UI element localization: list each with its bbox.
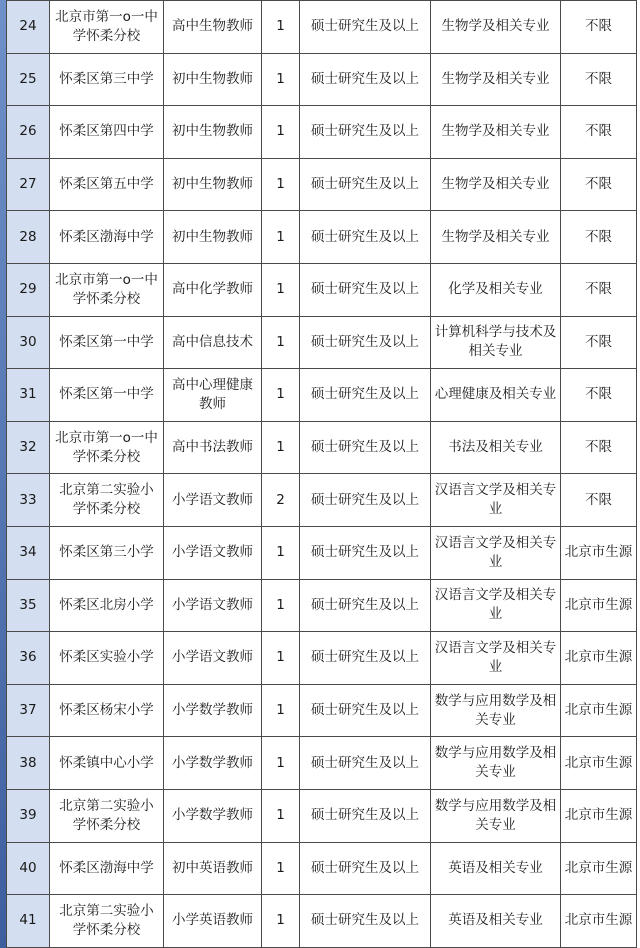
position-name-cell: 初中生物教师 [164,158,262,211]
table-row [7,895,637,948]
recruitment-table [6,0,637,948]
school-name-cell: 怀柔区渤海中学 [50,842,164,895]
table-row [7,211,637,264]
row-number-cell: 32 [7,421,50,474]
school-name-cell: 怀柔区第五中学 [50,158,164,211]
position-name-cell: 高中生物教师 [164,1,262,54]
table-row [7,842,637,895]
major-requirement-cell: 计算机科学与技术及相关专业 [431,316,561,369]
table-row [7,316,637,369]
school-name-cell: 怀柔区第三中学 [50,53,164,106]
education-requirement-cell: 硕士研究生及以上 [300,737,431,790]
origin-requirement-cell: 北京市生源 [561,526,637,579]
hire-count-cell: 1 [262,737,300,790]
major-requirement-cell: 汉语言文学及相关专业 [431,579,561,632]
major-requirement-cell: 生物学及相关专业 [431,1,561,54]
hire-count-cell: 1 [262,263,300,316]
position-name-cell: 高中化学教师 [164,263,262,316]
hire-count-cell: 1 [262,842,300,895]
major-requirement-cell: 汉语言文学及相关专业 [431,526,561,579]
origin-requirement-cell: 不限 [561,1,637,54]
origin-requirement-cell: 不限 [561,211,637,264]
origin-requirement-cell: 不限 [561,316,637,369]
row-number-cell: 25 [7,53,50,106]
row-number-cell: 35 [7,579,50,632]
position-name-cell: 小学数学教师 [164,789,262,842]
school-name-cell: 北京第二实验小学怀柔分校 [50,895,164,948]
table-row [7,1,637,54]
table-row [7,369,637,422]
education-requirement-cell: 硕士研究生及以上 [300,53,431,106]
row-number-cell: 38 [7,737,50,790]
hire-count-cell: 1 [262,158,300,211]
hire-count-cell: 1 [262,579,300,632]
position-name-cell: 高中心理健康教师 [164,369,262,422]
origin-requirement-cell: 不限 [561,106,637,159]
table-row [7,737,637,790]
major-requirement-cell: 英语及相关专业 [431,842,561,895]
education-requirement-cell: 硕士研究生及以上 [300,632,431,685]
table-row [7,789,637,842]
table-row [7,158,637,211]
education-requirement-cell: 硕士研究生及以上 [300,369,431,422]
position-name-cell: 小学语文教师 [164,632,262,685]
hire-count-cell: 1 [262,106,300,159]
education-requirement-cell: 硕士研究生及以上 [300,895,431,948]
school-name-cell: 怀柔镇中心小学 [50,737,164,790]
major-requirement-cell: 生物学及相关专业 [431,158,561,211]
school-name-cell: 怀柔区渤海中学 [50,211,164,264]
school-name-cell: 北京第二实验小学怀柔分校 [50,789,164,842]
school-name-cell: 怀柔区北房小学 [50,579,164,632]
school-name-cell: 怀柔区实验小学 [50,632,164,685]
education-requirement-cell: 硕士研究生及以上 [300,526,431,579]
education-requirement-cell: 硕士研究生及以上 [300,474,431,527]
major-requirement-cell: 数学与应用数学及相关专业 [431,684,561,737]
education-requirement-cell: 硕士研究生及以上 [300,263,431,316]
education-requirement-cell: 硕士研究生及以上 [300,789,431,842]
school-name-cell: 怀柔区杨宋小学 [50,684,164,737]
hire-count-cell: 1 [262,684,300,737]
school-name-cell: 怀柔区第四中学 [50,106,164,159]
major-requirement-cell: 生物学及相关专业 [431,53,561,106]
position-name-cell: 小学语文教师 [164,474,262,527]
origin-requirement-cell: 不限 [561,158,637,211]
row-number-cell: 24 [7,1,50,54]
major-requirement-cell: 书法及相关专业 [431,421,561,474]
school-name-cell: 北京市第一o一中学怀柔分校 [50,263,164,316]
major-requirement-cell: 数学与应用数学及相关专业 [431,737,561,790]
hire-count-cell: 2 [262,474,300,527]
origin-requirement-cell: 北京市生源 [561,632,637,685]
hire-count-cell: 1 [262,369,300,422]
position-name-cell: 小学数学教师 [164,737,262,790]
school-name-cell: 北京市第一o一中学怀柔分校 [50,1,164,54]
row-number-cell: 41 [7,895,50,948]
origin-requirement-cell: 不限 [561,53,637,106]
table-row [7,474,637,527]
table-row [7,421,637,474]
origin-requirement-cell: 北京市生源 [561,789,637,842]
table-row [7,263,637,316]
major-requirement-cell: 生物学及相关专业 [431,211,561,264]
position-name-cell: 初中生物教师 [164,53,262,106]
education-requirement-cell: 硕士研究生及以上 [300,211,431,264]
hire-count-cell: 1 [262,632,300,685]
position-name-cell: 高中信息技术 [164,316,262,369]
table-body [7,1,637,948]
position-name-cell: 初中生物教师 [164,211,262,264]
position-name-cell: 初中生物教师 [164,106,262,159]
major-requirement-cell: 生物学及相关专业 [431,106,561,159]
position-name-cell: 小学数学教师 [164,684,262,737]
education-requirement-cell: 硕士研究生及以上 [300,579,431,632]
row-number-cell: 29 [7,263,50,316]
hire-count-cell: 1 [262,895,300,948]
school-name-cell: 北京市第一o一中学怀柔分校 [50,421,164,474]
school-name-cell: 怀柔区第一中学 [50,369,164,422]
hire-count-cell: 1 [262,1,300,54]
table-row [7,684,637,737]
origin-requirement-cell: 不限 [561,369,637,422]
table-row [7,53,637,106]
major-requirement-cell: 数学与应用数学及相关专业 [431,789,561,842]
hire-count-cell: 1 [262,421,300,474]
row-number-cell: 34 [7,526,50,579]
table-row [7,526,637,579]
education-requirement-cell: 硕士研究生及以上 [300,158,431,211]
education-requirement-cell: 硕士研究生及以上 [300,842,431,895]
major-requirement-cell: 化学及相关专业 [431,263,561,316]
row-number-cell: 26 [7,106,50,159]
hire-count-cell: 1 [262,53,300,106]
origin-requirement-cell: 北京市生源 [561,842,637,895]
position-name-cell: 小学英语教师 [164,895,262,948]
row-number-cell: 31 [7,369,50,422]
row-number-cell: 39 [7,789,50,842]
hire-count-cell: 1 [262,211,300,264]
row-number-cell: 27 [7,158,50,211]
position-name-cell: 小学语文教师 [164,526,262,579]
school-name-cell: 怀柔区第一中学 [50,316,164,369]
hire-count-cell: 1 [262,526,300,579]
position-name-cell: 高中书法教师 [164,421,262,474]
hire-count-cell: 1 [262,316,300,369]
education-requirement-cell: 硕士研究生及以上 [300,421,431,474]
table-row [7,579,637,632]
origin-requirement-cell: 北京市生源 [561,579,637,632]
table-row [7,632,637,685]
row-number-cell: 37 [7,684,50,737]
position-name-cell: 小学语文教师 [164,579,262,632]
origin-requirement-cell: 不限 [561,263,637,316]
origin-requirement-cell: 北京市生源 [561,684,637,737]
origin-requirement-cell: 北京市生源 [561,737,637,790]
position-name-cell: 初中英语教师 [164,842,262,895]
major-requirement-cell: 汉语言文学及相关专业 [431,632,561,685]
education-requirement-cell: 硕士研究生及以上 [300,316,431,369]
origin-requirement-cell: 不限 [561,421,637,474]
major-requirement-cell: 汉语言文学及相关专业 [431,474,561,527]
major-requirement-cell: 心理健康及相关专业 [431,369,561,422]
school-name-cell: 北京第二实验小学怀柔分校 [50,474,164,527]
row-number-cell: 28 [7,211,50,264]
education-requirement-cell: 硕士研究生及以上 [300,1,431,54]
row-number-cell: 36 [7,632,50,685]
row-number-cell: 30 [7,316,50,369]
row-number-cell: 40 [7,842,50,895]
origin-requirement-cell: 不限 [561,474,637,527]
table-row [7,106,637,159]
school-name-cell: 怀柔区第三小学 [50,526,164,579]
education-requirement-cell: 硕士研究生及以上 [300,106,431,159]
hire-count-cell: 1 [262,789,300,842]
row-number-cell: 33 [7,474,50,527]
major-requirement-cell: 英语及相关专业 [431,895,561,948]
education-requirement-cell: 硕士研究生及以上 [300,684,431,737]
origin-requirement-cell: 北京市生源 [561,895,637,948]
